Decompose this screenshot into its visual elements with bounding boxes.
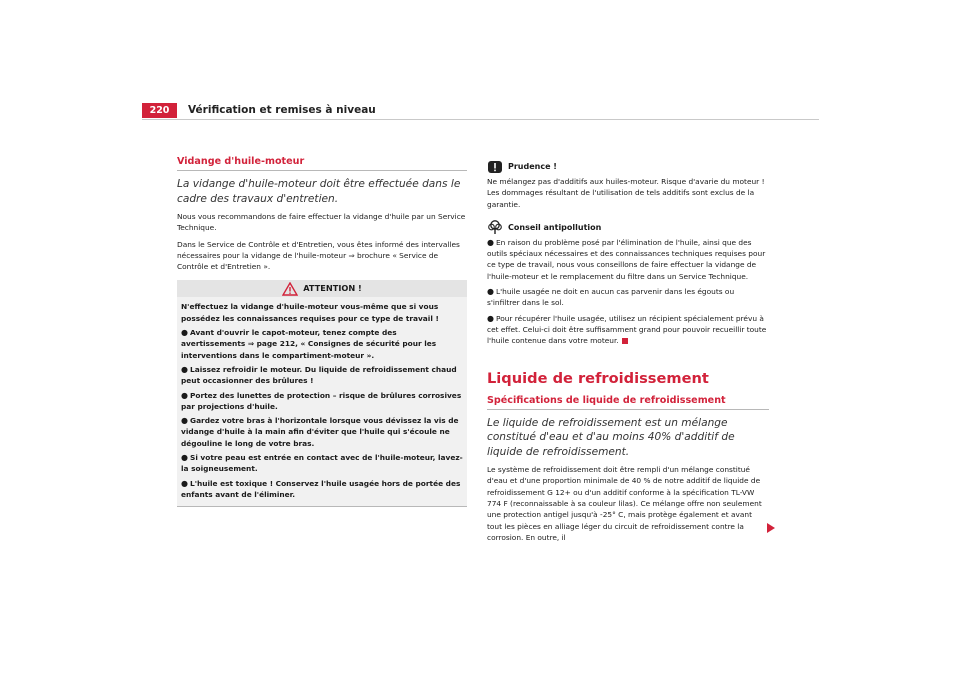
warning-item: ● Portez des lunettes de protection – risque de brûlures corrosives par projections d'huile. (181, 390, 462, 411)
warning-triangle-icon (282, 282, 298, 296)
end-of-section-icon (622, 338, 628, 344)
lead-oil-change: La vidange d'huile-moteur doit être effectuée dans le cadre des travaux d'entretien. (177, 178, 461, 205)
caution-exclamation-icon (487, 160, 503, 174)
continue-arrow-icon (766, 522, 776, 534)
warning-item: ● Laissez refroidir le moteur. Du liquide de refroidissement chaud peut occasionner des brûlures ! (181, 364, 457, 386)
paragraph: Nous vous recommandons de faire effectuer la vidange d'huile par un Service Technique. (177, 212, 466, 233)
section-title-coolant: Spécifications de liquide de refroidissement (487, 394, 769, 410)
warning-title: ATTENTION ! (303, 283, 362, 294)
caution-text: Ne mélangez pas d'additifs aux huiles-moteur. Risque d'avarie du moteur ! Les dommages résultant de l'utilisation de tels additifs sont exclus de la garantie. (487, 177, 765, 209)
bullet-icon: ● (181, 390, 188, 400)
chapter-title: Liquide de refroidissement (487, 369, 709, 387)
paragraph: Dans le Service de Contrôle et d'Entretien, vous êtes informé des intervalles nécessaires pour la vidange de l'huile-moteur ⇒ brochure « Service de Contrôle et d'Entretien ». (177, 239, 460, 272)
eco-item: ● L'huile usagée ne doit en aucun cas parvenir dans les égouts ou s'infiltrer dans le sol. (487, 287, 735, 308)
eco-title: Conseil antipollution (508, 222, 602, 232)
caution-header (487, 160, 769, 174)
bullet-icon: ● (181, 453, 188, 463)
right-column (487, 160, 769, 548)
eco-tree-icon (487, 220, 503, 235)
bullet-icon: ● (181, 478, 188, 488)
eco-item: ● Pour récupérer l'huile usagée, utilisez un récipient spécialement prévu à cet effet. Celui-ci doit être suffisamment grand pour pouvoir recueillir toute l'huile contenue dans votre moteur. (487, 313, 767, 346)
warning-intro: N'effectuez la vidange d'huile-moteur vous-même que si vous possédez les connaissances requises pour ce type de travail ! (181, 302, 439, 323)
bullet-icon: ● (181, 416, 188, 426)
section-title-oil-change: Vidange d'huile-moteur (177, 155, 467, 171)
running-title: Vérification et remises à niveau (188, 104, 376, 116)
left-column (177, 155, 467, 507)
eco-item: ● En raison du problème posé par l'élimination de l'huile, ainsi que des outils spéciaux nécessaires et des connaissances techniques requises pour ce type de travail, nous vous conseillons de faire effectuer la vidange de l'huile-moteur et le remplacement du filtre dans un Service Technique. (487, 237, 766, 281)
warning-box (177, 280, 467, 507)
warning-header (177, 280, 467, 297)
warning-body (177, 297, 467, 506)
caution-title: Prudence ! (508, 162, 557, 172)
lead-coolant: Le liquide de refroidissement est un mélange constitué d'eau et d'au moins 40% d'additif de liquide de refroidissement. (487, 416, 735, 458)
warning-item: ● L'huile est toxique ! Conservez l'huile usagée hors de portée des enfants avant de l'éliminer. (181, 478, 461, 499)
eco-header (487, 220, 769, 235)
bullet-icon: ● (181, 364, 188, 374)
bullet-icon: ● (181, 328, 188, 338)
warning-item: ● Avant d'ouvrir le capot-moteur, tenez compte des avertissements ⇒ page 212, « Consignes de sécurité pour les interventions dans le compartiment-moteur ». (181, 328, 437, 360)
bullet-icon: ● (487, 287, 494, 297)
bullet-icon: ● (487, 237, 494, 247)
paragraph: Le système de refroidissement doit être rempli d'un mélange constitué d'eau et d'une proportion minimale de 40 % de notre additif de liquide de refroidissement G 12+ ou d'un additif conforme à la spécification TL-VW 774 F (reconnaissable à sa couleur lilas). Ce mélange offre non seulement une protection antigel jusqu'à -25° C, mais protège également et avant tout les pièces en alliage léger du circuit de refroidissement contre la corrosion. En outre, il (487, 465, 762, 542)
page-number: 220 (142, 103, 177, 118)
warning-item: ● Gardez votre bras à l'horizontale lorsque vous dévissez la vis de vidange d'huile à la main afin d'éviter que l'huile qui s'écoule ne dégouline le long de votre bras. (181, 416, 459, 448)
warning-item: ● Si votre peau est entrée en contact avec de l'huile-moteur, lavez-la soigneusement. (181, 453, 463, 474)
header-rule (142, 119, 819, 120)
bullet-icon: ● (487, 313, 494, 323)
